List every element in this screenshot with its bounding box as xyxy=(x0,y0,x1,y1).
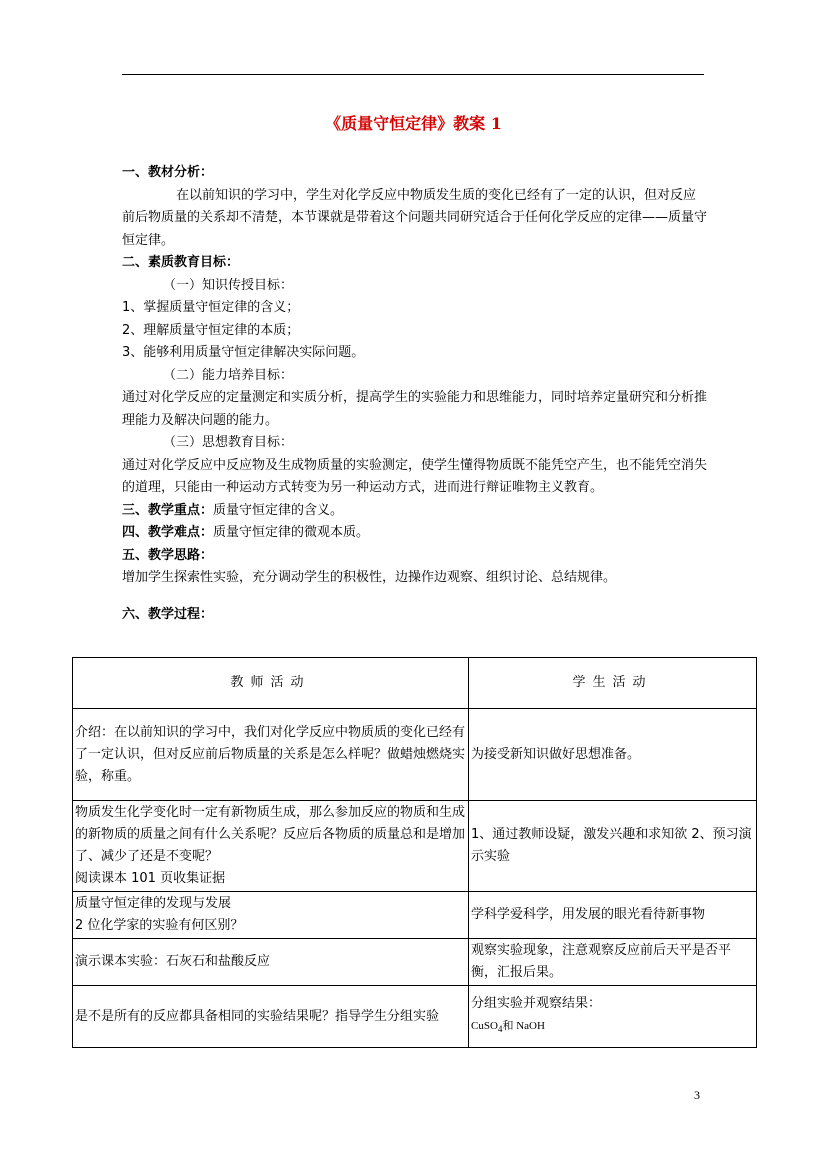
teacher-activity-header: 教师活动 xyxy=(73,658,469,709)
student-activity-header: 学生活动 xyxy=(469,658,757,709)
formula-subscript: 4 xyxy=(497,1024,503,1035)
teacher-cell: 演示课本实验：石灰石和盐酸反应 xyxy=(73,939,469,986)
teacher-cell xyxy=(73,892,469,939)
section-5-heading: 五、教学思路： xyxy=(122,547,214,563)
student-cell: 1、通过教师设疑，激发兴趣和求知欲 2、预习演示实验 xyxy=(469,801,757,892)
page-number: 3 xyxy=(694,1088,700,1102)
header-rule xyxy=(122,74,704,75)
formula-cuso: CuSO xyxy=(471,1019,498,1032)
table-row xyxy=(73,986,757,1048)
table-row xyxy=(73,801,757,892)
section-3-heading: 三、教学重点： xyxy=(122,502,214,518)
teacher-cell: 是不是所有的反应都具备相同的实验结果呢？指导学生分组实验 xyxy=(73,986,469,1048)
table-row xyxy=(73,709,757,801)
student-cell: 为接受新知识做好思想准备。 xyxy=(469,709,757,801)
document-body xyxy=(122,162,707,626)
section-6-heading: 六、教学过程： xyxy=(122,606,214,622)
student-cell: 观察实验现象，注意观察反应前后天平是否平衡，汇报后果。 xyxy=(469,939,757,986)
teacher-cell-text: 物质发生化学变化时一定有新物质生成，那么参加反应的物质和生成的新物质的质量之间有什么关系呢？反应后各物质的质量总和是增加了、减少了还是不变呢？ xyxy=(75,805,466,864)
section-1-text: 在以前知识的学习中，学生对化学反应中物质发生质的变化已经有了一定的认识，但对反应前后物质量的关系却不清楚，本节课就是带着这个问题共同研究适合于任何化学反应的定律——质量守恒定律。 xyxy=(122,187,708,248)
formula-naoh: 和 NaOH xyxy=(502,1019,545,1032)
section-2-sub3: （三）思想教育目标： xyxy=(163,435,294,450)
teacher-cell xyxy=(73,801,469,892)
list-item: 2、理解质量守恒定律的本质； xyxy=(122,322,300,338)
table-row xyxy=(73,892,757,939)
section-5-text: 增加学生探索性实验，充分调动学生的积极性，边操作边观察、组织讨论、总结规律。 xyxy=(122,570,617,585)
section-2-sub3-text: 通过对化学反应中反应物及生成物质量的实验测定，使学生懂得物质既不能凭空产生，也不能凭空消失的道理，只能由一种运动方式转变为另一种运动方式，进而进行辩证唯物主义教育。 xyxy=(122,457,708,495)
student-cell xyxy=(469,986,757,1048)
section-4-text: 质量守恒定律的微观本质。 xyxy=(213,525,370,540)
list-item: 3、能够利用质量守恒定律解决实际问题。 xyxy=(122,345,365,360)
student-cell-text: 分组实验并观察结果： xyxy=(471,995,602,1011)
document-title: 《质量守恒定律》教案 1 xyxy=(325,114,502,133)
section-4-heading: 四、教学难点： xyxy=(122,525,214,540)
table-header-row xyxy=(73,658,757,709)
section-3-text: 质量守恒定律的含义。 xyxy=(213,502,344,518)
teacher-cell: 介绍：在以前知识的学习中，我们对化学反应中物质质的变化已经有了一定认识，但对反应前后物质量的关系是怎么样呢？做蜡烛燃烧实验，称重。 xyxy=(73,709,469,801)
list-item: 1、掌握质量守恒定律的含义； xyxy=(122,300,300,315)
teaching-process-table xyxy=(72,657,757,1048)
section-1-heading: 一、教材分析： xyxy=(122,165,214,180)
section-2-sub2-text: 通过对化学反应的定量测定和实质分析，提高学生的实验能力和思维能力，同时培养定量研究和分析推理能力及解决问题的能力。 xyxy=(122,390,708,428)
teacher-cell-text: 质量守恒定律的发现与发展 xyxy=(75,896,232,911)
student-cell: 学科学爱科学，用发展的眼光看待新事物 xyxy=(469,892,757,939)
section-2-sub1: （一）知识传授目标： xyxy=(163,277,294,293)
teacher-cell-text: 阅读课本 101 页收集证据 xyxy=(75,871,226,886)
table-row xyxy=(73,939,757,986)
section-2-heading: 二、素质教育目标： xyxy=(122,255,240,270)
teacher-cell-text: 2 位化学家的实验有何区别？ xyxy=(75,918,244,933)
chemical-formula xyxy=(471,1015,754,1040)
section-2-sub2: （二）能力培养目标： xyxy=(163,367,294,383)
